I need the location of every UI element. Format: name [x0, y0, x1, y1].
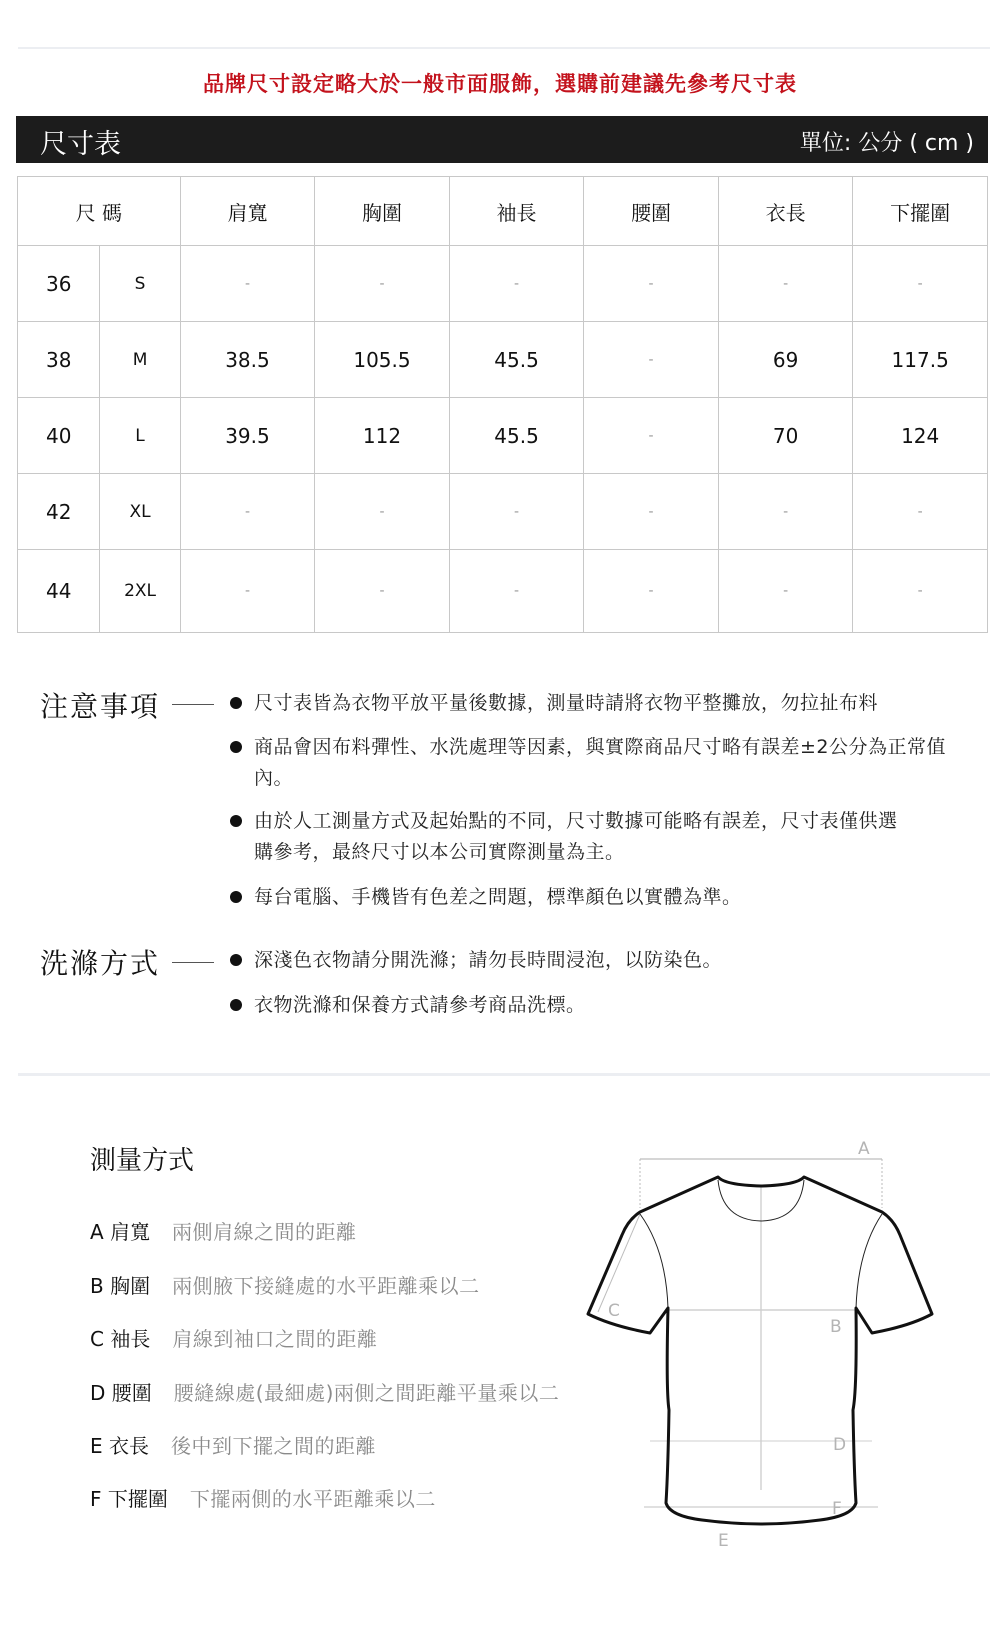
cell-shoulder: 39.5 — [180, 398, 315, 474]
label-d: D — [833, 1435, 847, 1455]
measure-desc: 後中到下擺之間的距離 — [171, 1434, 376, 1458]
size-notice: 品牌尺寸設定略大於一般市面服飾，選購前建議先參考尺寸表 — [203, 72, 797, 96]
note-item — [230, 688, 994, 719]
cell-size: 2XL — [100, 550, 180, 633]
cell-size: S — [100, 246, 180, 322]
note-text: 每台電腦、手機皆有色差之問題，標準顏色以實體為準。 — [254, 886, 742, 908]
cell-chest: 105.5 — [315, 322, 450, 398]
cell-chest: - — [315, 474, 450, 550]
cell-num: 40 — [18, 398, 100, 474]
cell-num: 42 — [18, 474, 100, 550]
cell-num: 44 — [18, 550, 100, 633]
measure-key: E 衣長 — [90, 1434, 149, 1458]
header-hem: 下擺圍 — [853, 177, 988, 246]
cell-shoulder: 38.5 — [180, 322, 315, 398]
cell-waist: - — [584, 246, 719, 322]
cell-hem: - — [853, 550, 988, 633]
cell-length: 69 — [718, 322, 853, 398]
bullet-icon — [230, 815, 242, 827]
notes-label: 注意事項 — [40, 690, 161, 723]
table-row — [18, 398, 988, 474]
measure-desc: 肩線到袖口之間的距離 — [172, 1327, 378, 1351]
note-item — [230, 882, 994, 913]
header-chest: 胸圍 — [315, 177, 450, 246]
washing-text: 衣物洗滌和保養方式請參考商品洗標。 — [254, 994, 586, 1016]
header-sleeve: 袖長 — [449, 177, 584, 246]
cell-shoulder: - — [180, 550, 315, 633]
washing-text: 深淺色衣物請分開洗滌；請勿長時間浸泡，以防染色。 — [254, 949, 723, 971]
cell-num: 36 — [18, 246, 100, 322]
cell-hem: - — [853, 246, 988, 322]
notes-connector-line — [172, 704, 214, 705]
measure-key: F 下擺圍 — [90, 1487, 168, 1511]
cell-length: - — [718, 550, 853, 633]
unit-label: 單位: 公分 ( cm ) — [799, 131, 974, 156]
bullet-icon — [230, 891, 242, 903]
note-text: 尺寸表皆為衣物平放平量後數據，測量時請將衣物平整攤放，勿拉扯布料 — [254, 692, 879, 714]
cell-waist: - — [584, 550, 719, 633]
cell-hem: 124 — [853, 398, 988, 474]
size-chart-header — [16, 116, 988, 163]
measure-item-c — [90, 1323, 377, 1352]
label-a: A — [858, 1139, 870, 1159]
cell-waist: - — [584, 322, 719, 398]
measure-item-e — [90, 1430, 376, 1459]
measure-desc: 下擺兩側的水平距離乘以二 — [189, 1487, 436, 1511]
cell-sleeve: - — [449, 474, 584, 550]
cell-hem: 117.5 — [853, 322, 988, 398]
bullet-icon — [230, 741, 242, 753]
note-text: 由於人工測量方式及起始點的不同，尺寸數據可能略有誤差，尺寸表僅供選購參考，最終尺寸以本公司實際測量為主。 — [254, 810, 898, 863]
measure-item-f — [90, 1483, 436, 1512]
washing-connector-line — [172, 962, 214, 963]
measure-key: B 胸圍 — [90, 1274, 151, 1298]
cell-size: M — [100, 322, 180, 398]
cell-chest: - — [315, 246, 450, 322]
measure-desc: 兩側腋下接縫處的水平距離乘以二 — [172, 1274, 480, 1298]
cell-chest: - — [315, 550, 450, 633]
header-waist: 腰圍 — [584, 177, 719, 246]
cell-chest: 112 — [315, 398, 450, 474]
measure-desc: 腰縫線處(最細處)兩側之間距離平量乘以二 — [173, 1381, 560, 1405]
section-divider — [18, 1073, 990, 1076]
measurement-title: 測量方式 — [90, 1146, 195, 1176]
cell-length: - — [718, 474, 853, 550]
measure-item-a — [90, 1216, 357, 1245]
bullet-icon — [230, 697, 242, 709]
top-divider — [18, 47, 990, 49]
label-c: C — [608, 1301, 620, 1321]
washing-label: 洗滌方式 — [40, 947, 161, 980]
note-text: 商品會因布料彈性、水洗處理等因素，與實際商品尺寸略有誤差±2公分為正常值內。 — [254, 736, 947, 789]
table-row — [18, 246, 988, 322]
measure-desc: 兩側肩線之間的距離 — [172, 1220, 357, 1244]
cell-num: 38 — [18, 322, 100, 398]
cell-waist: - — [584, 474, 719, 550]
size-table — [17, 176, 988, 633]
label-b: B — [830, 1317, 842, 1337]
size-chart-title: 尺寸表 — [40, 129, 121, 160]
cell-hem: - — [853, 474, 988, 550]
cell-sleeve: - — [449, 246, 584, 322]
cell-shoulder: - — [180, 474, 315, 550]
measure-key: A 肩寬 — [90, 1220, 151, 1244]
measure-key: C 袖長 — [90, 1327, 151, 1351]
note-item — [230, 732, 954, 794]
measure-key: D 腰圍 — [90, 1381, 152, 1405]
header-length: 衣長 — [718, 177, 853, 246]
cell-sleeve: 45.5 — [449, 398, 584, 474]
measure-item-b — [90, 1270, 480, 1299]
washing-item — [230, 945, 994, 976]
cell-waist: - — [584, 398, 719, 474]
bullet-icon — [230, 954, 242, 966]
label-f: F — [832, 1499, 842, 1519]
table-row — [18, 474, 988, 550]
cell-size: XL — [100, 474, 180, 550]
table-row — [18, 322, 988, 398]
cell-sleeve: - — [449, 550, 584, 633]
header-shoulder: 肩寬 — [180, 177, 315, 246]
cell-length: 70 — [718, 398, 853, 474]
bullet-icon — [230, 999, 242, 1011]
measure-item-d — [90, 1377, 559, 1406]
cell-shoulder: - — [180, 246, 315, 322]
note-item — [230, 806, 914, 868]
header-size: 尺 碼 — [18, 177, 181, 246]
label-e: E — [718, 1531, 729, 1551]
cell-sleeve: 45.5 — [449, 322, 584, 398]
tshirt-diagram-icon — [580, 1090, 940, 1570]
cell-size: L — [100, 398, 180, 474]
table-header-row — [18, 177, 988, 246]
cell-length: - — [718, 246, 853, 322]
washing-item — [230, 990, 994, 1021]
table-row — [18, 550, 988, 633]
